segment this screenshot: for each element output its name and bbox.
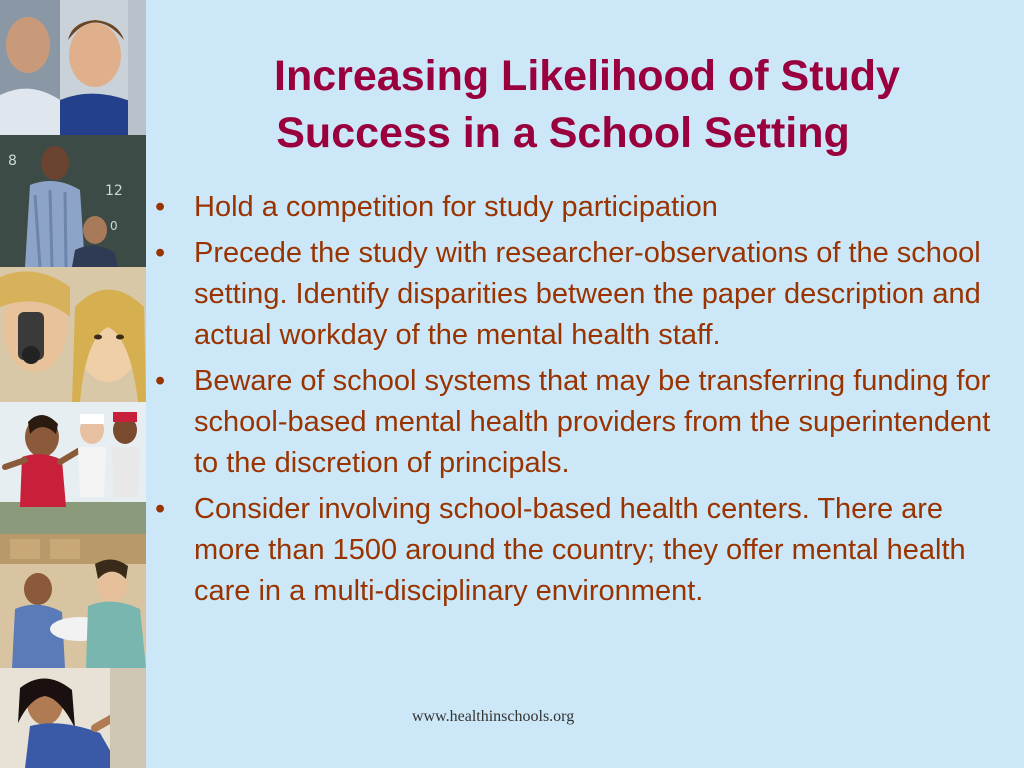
bullet-item: • Beware of school systems that may be transferring funding for school-based mental health providers from the superintendent to the discretion of principals. [155,361,1017,484]
photo-collage-strip [0,0,146,768]
title-line-1: Increasing Likelihood of Study [274,52,900,100]
photo-children-running [0,402,146,534]
svg-text:0: 0 [110,219,118,233]
photo-girl-in-blue [0,668,146,768]
photo-boy-at-chalkboard [0,135,146,267]
slide-title [150,48,1024,162]
title-line-2: Success in a School Setting [276,109,850,157]
bullet-list [155,187,1017,617]
photo-girl-with-microscope [0,267,146,402]
svg-text:8: 8 [8,153,17,169]
footer-url: www.healthinschools.org [412,708,575,725]
photo-adult-and-boy [0,0,146,135]
bullet-item: • Consider involving school-based health centers. There are more than 1500 around the country; they offer mental health care in a multi-disciplinary environment. [155,489,1017,612]
svg-text:12: 12 [105,183,123,199]
bullet-item: • Precede the study with researcher-observations of the school setting. Identify disparities between the paper description and actual workday of the mental health staff. [155,233,1017,356]
bullet-item: • Hold a competition for study participation [155,187,1017,228]
photo-nurse-with-child [0,534,146,668]
